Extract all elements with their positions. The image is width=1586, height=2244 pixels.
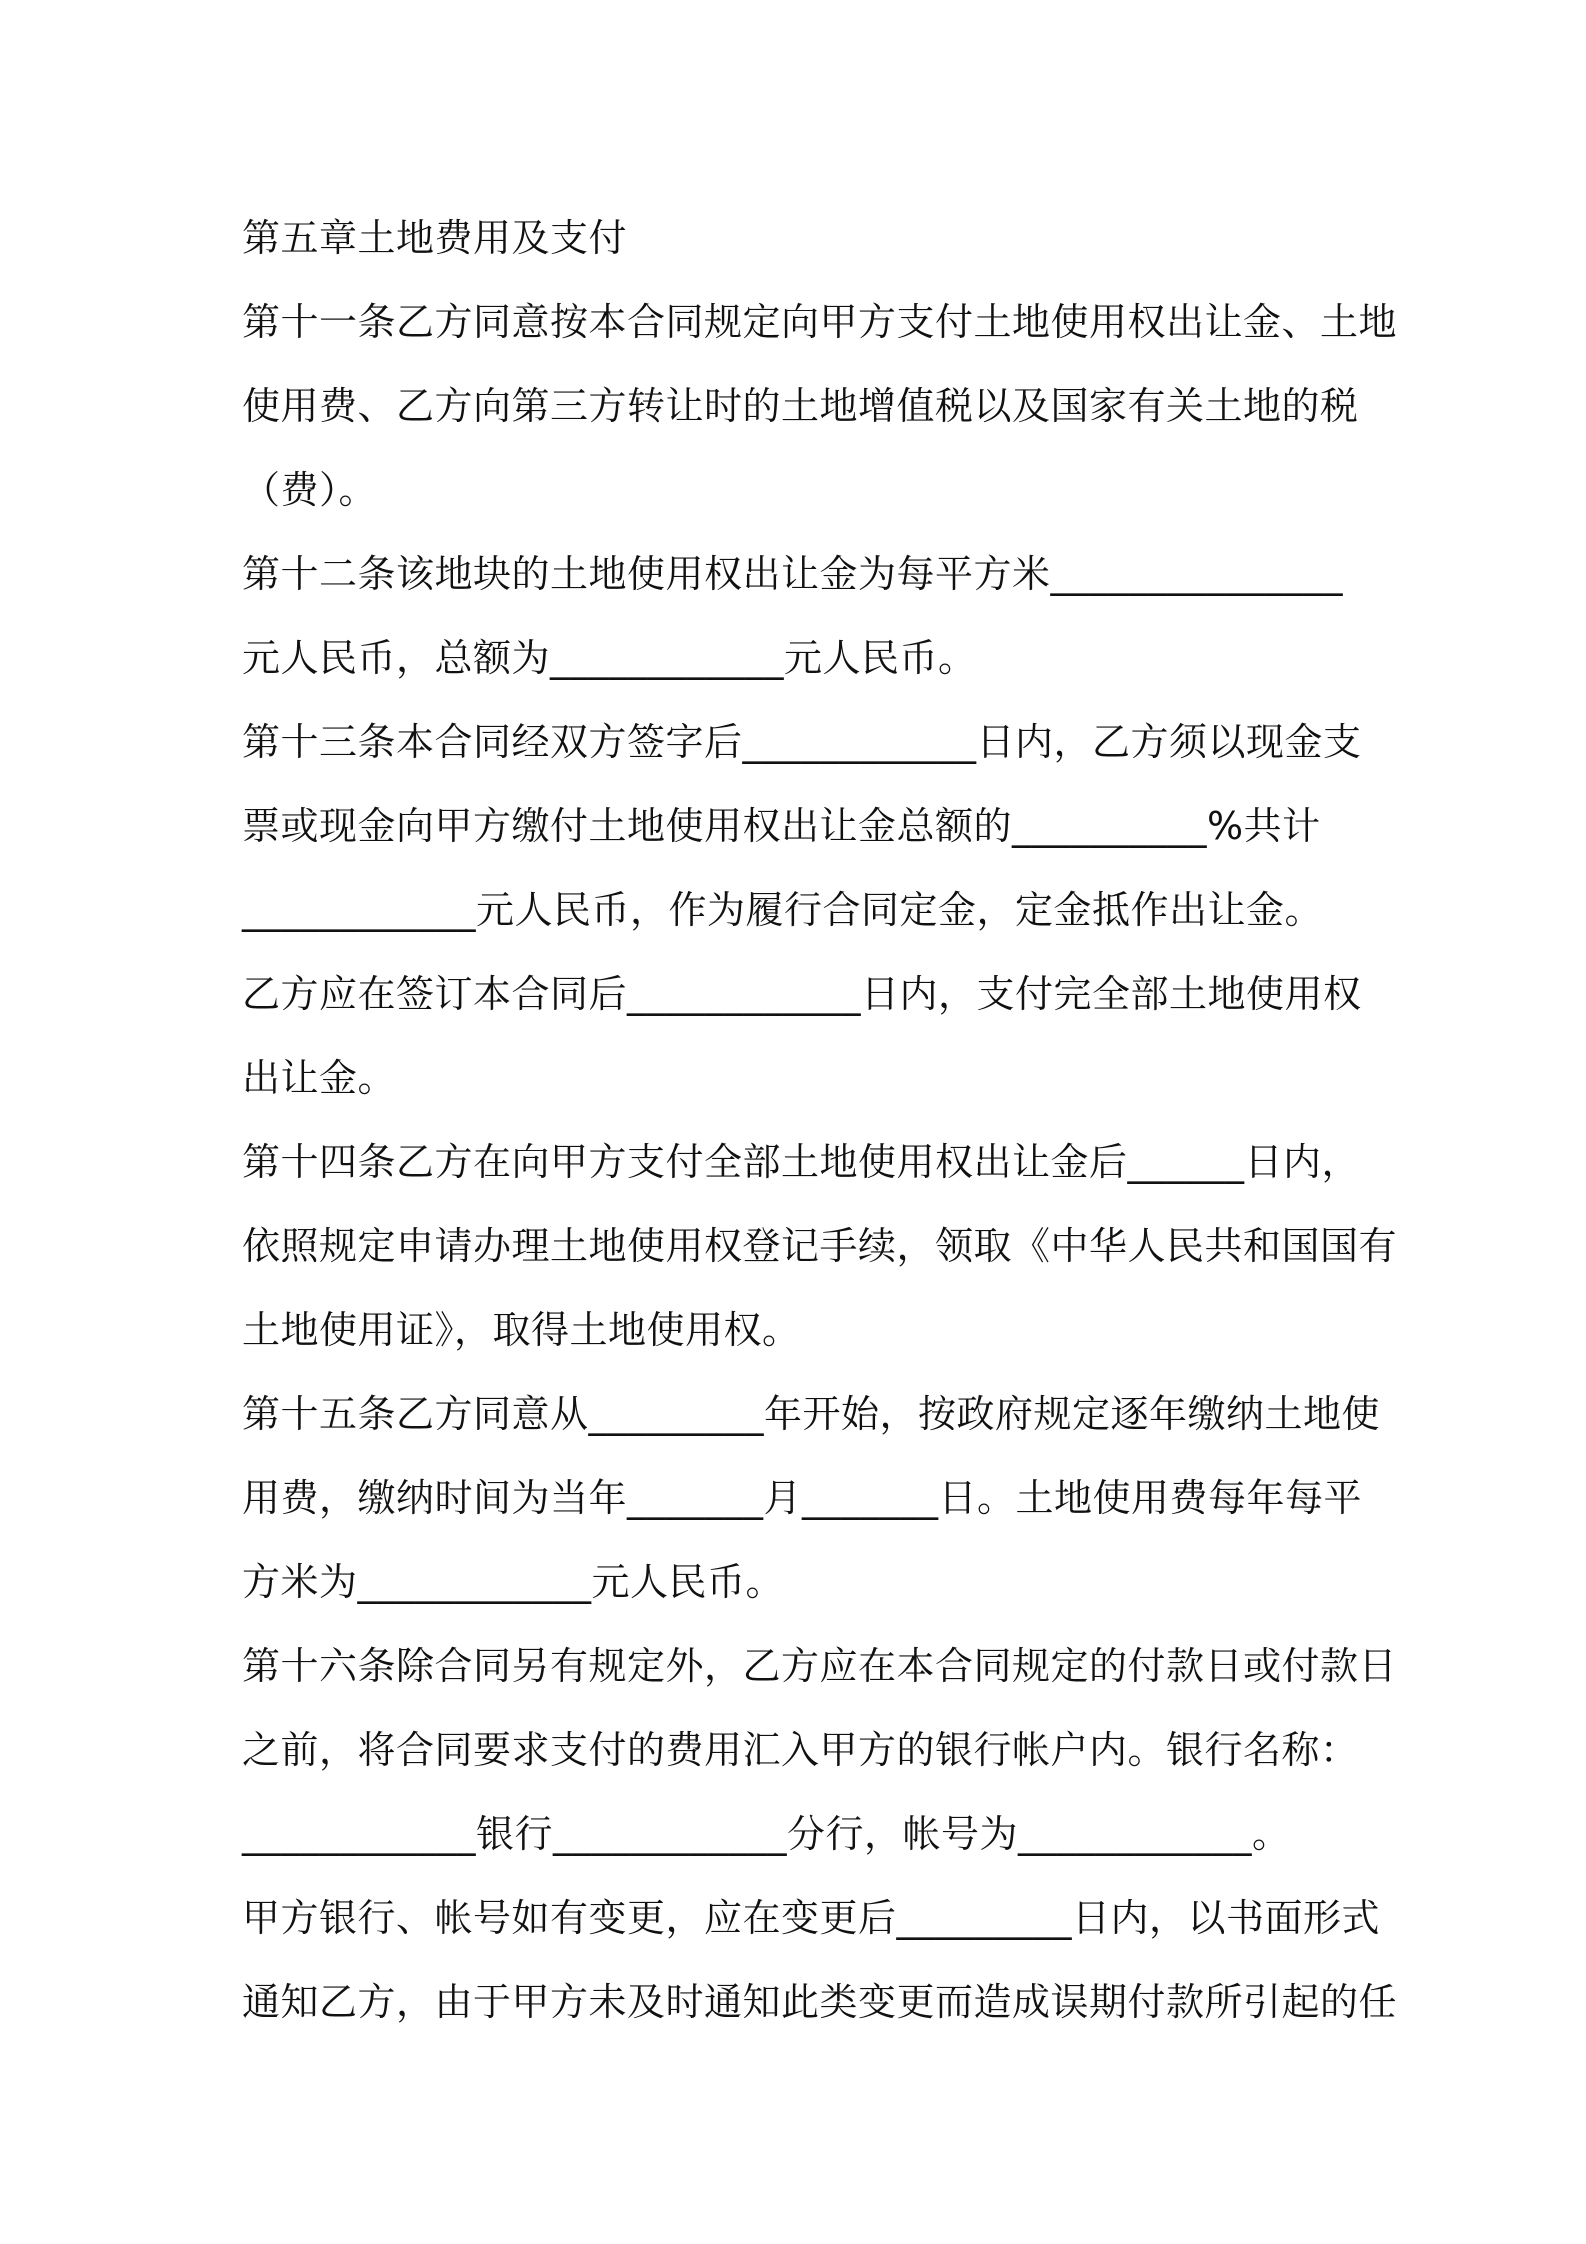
text-line: 使用费、乙方向第三方转让时的土地增值税以及国家有关土地的税	[242, 384, 1359, 428]
text-line: （费）。	[242, 468, 378, 512]
text-line: 通知乙方，由于甲方未及时通知此类变更而造成误期付款所引起的任	[242, 1980, 1398, 2024]
text-line: 方米为____________元人民币。	[242, 1560, 785, 1604]
text-line: 用费，缴纳时间为当年_______月_______日。土地使用费每年每平	[242, 1476, 1363, 1520]
text-line: 元人民币，总额为____________元人民币。	[242, 636, 977, 680]
text-line: 票或现金向甲方缴付土地使用权出让金总额的__________%共计	[242, 804, 1321, 848]
text-line: 第十五条乙方同意从_________年开始，按政府规定逐年缴纳土地使	[242, 1392, 1381, 1436]
text-line: 第十一条乙方同意按本合同规定向甲方支付土地使用权出让金、土地	[242, 300, 1398, 344]
text-line: ____________元人民币，作为履行合同定金，定金抵作出让金。	[242, 888, 1324, 932]
text-line: 之前，将合同要求支付的费用汇入甲方的银行帐户内。银行名称：	[242, 1728, 1359, 1772]
text-line: 乙方应在签订本合同后____________日内，支付完全部土地使用权	[242, 972, 1362, 1016]
text-line: 第十四条乙方在向甲方支付全部土地使用权出让金后______日内，	[242, 1140, 1361, 1184]
text-line: 第十六条除合同另有规定外，乙方应在本合同规定的付款日或付款日	[242, 1644, 1398, 1688]
text-line: 甲方银行、帐号如有变更，应在变更后_________日内，以书面形式	[242, 1896, 1381, 1940]
text-line: 土地使用证》，取得土地使用权。	[242, 1308, 801, 1352]
text-line: ____________银行____________分行，帐号为____________。	[242, 1812, 1291, 1856]
text-line: 出让金。	[242, 1056, 397, 1100]
document-body	[242, 196, 1398, 2044]
text-line: 第十二条该地块的土地使用权出让金为每平方米_______________	[242, 552, 1344, 596]
text-line: 第十三条本合同经双方签字后____________日内，乙方须以现金支	[242, 720, 1362, 764]
chapter-title: 第五章土地费用及支付	[242, 216, 628, 260]
text-line: 依照规定申请办理土地使用权登记手续，领取《中华人民共和国国有	[242, 1224, 1398, 1268]
